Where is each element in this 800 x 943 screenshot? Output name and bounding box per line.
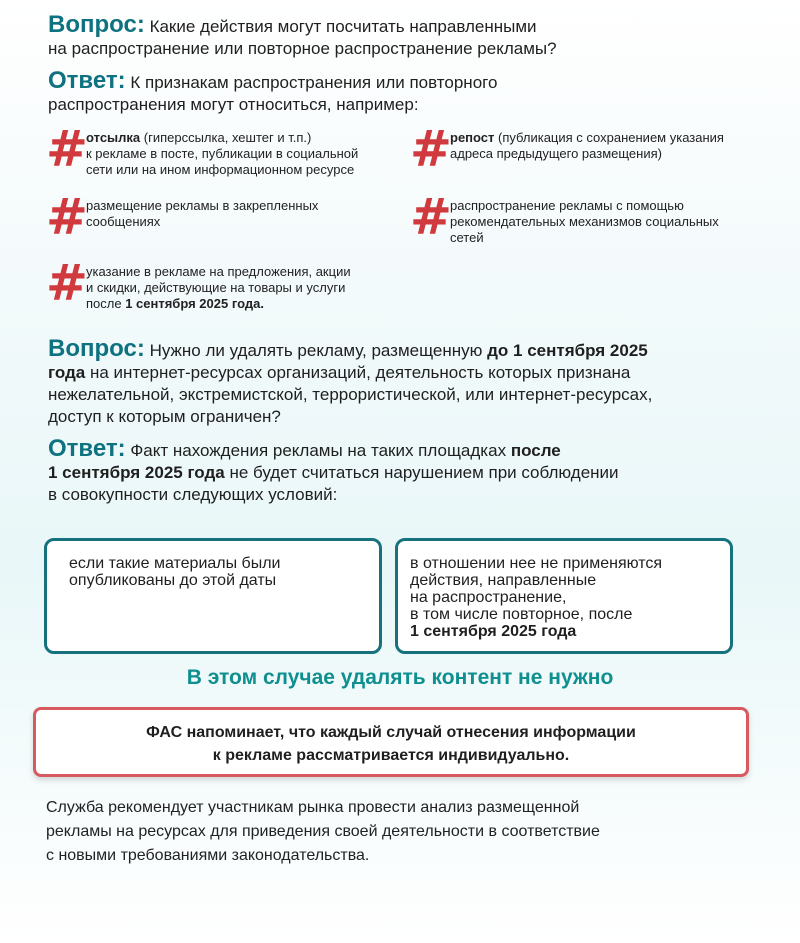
hash-icon: # — [46, 120, 88, 178]
hash-icon: # — [46, 254, 88, 312]
condition-box-published-before: если такие материалы были опубликованы до этой даты — [44, 538, 382, 654]
question-label: Вопрос: — [48, 335, 145, 362]
list-item-recommendation: распространение рекламы с помощью рекомендательных механизмов социальных сетей — [450, 198, 719, 245]
list-item-pinned: размещение рекламы в закрепленных сообщениях — [86, 198, 319, 229]
answer-label: Ответ: — [48, 435, 126, 462]
answer-1 — [48, 67, 768, 116]
hash-icon: # — [46, 188, 88, 246]
list-item-offers: указание в рекламе на предложения, акции и скидки, действующие на товары и услуги после 1 сентября 2025 года. — [86, 264, 351, 311]
question-label: Вопрос: — [48, 11, 145, 38]
question-1 — [48, 11, 768, 60]
answer-2: Ответ: Факт нахождения рекламы на таких площадках после 1 сентября 2025 года не будет считаться нарушением при соблюдении в совокупности следующих условий: — [48, 435, 619, 504]
answer-label: Ответ: — [48, 67, 126, 94]
answer-1-line-2: распространения могут относиться, например: — [48, 95, 419, 114]
hash-icon: # — [410, 120, 452, 178]
list-item-repost: репост (публикация с сохранением указания адреса предыдущего размещения) — [450, 130, 724, 161]
question-2: Вопрос: Нужно ли удалять рекламу, размещенную до 1 сентября 2025 года на интернет-ресурсах организаций, деятельность которых признана нежелательной, экстремистской, террористической, или интернет-ресурсах, доступ к которым ограничен? — [48, 335, 653, 426]
fas-notice-box: ФАС напоминает, что каждый случай отнесения информации к рекламе рассматривается индивидуально. — [33, 707, 749, 777]
footer-recommendation: Служба рекомендует участникам рынка провести анализ размещенной рекламы на ресурсах для приведения своей деятельности в соответствие с новыми требованиями законодательства. — [46, 799, 600, 864]
question-1-line-2: на распространение или повторное распространение рекламы? — [48, 39, 557, 58]
hash-icon: # — [410, 188, 452, 246]
condition-box-no-distribution: в отношении нее не применяются действия, направленные на распространение, в том числе повторное, после 1 сентября 2025 года — [395, 538, 733, 654]
list-item-reference: отсылка (гиперссылка, хештег и т.п.) к рекламе в посте, публикации в социальной сети или на ином информационном ресурсе — [86, 130, 359, 177]
conclusion-heading: В этом случае удалять контент не нужно — [186, 666, 614, 689]
answer-1-line-1: К признакам распространения или повторного — [130, 73, 498, 92]
question-1-line-1: Какие действия могут посчитать направленными — [149, 17, 537, 36]
